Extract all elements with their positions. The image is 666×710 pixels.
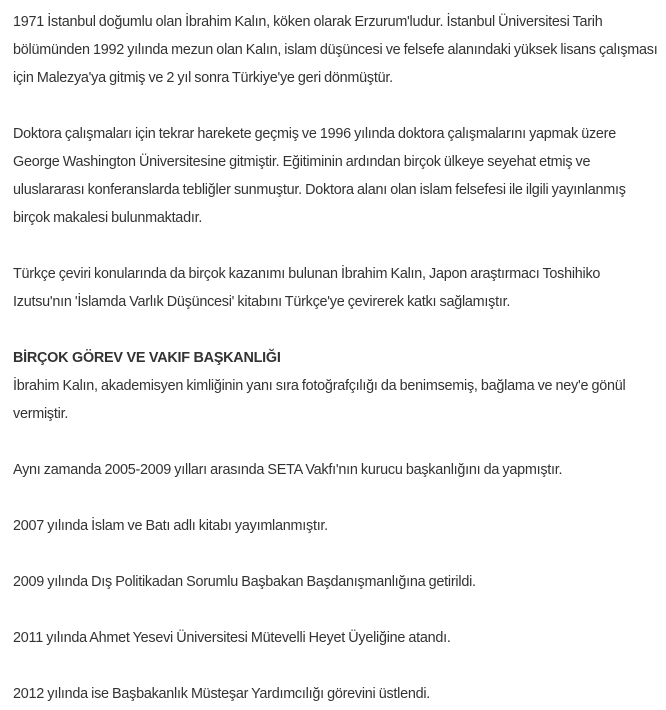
paragraph-book-2007: 2007 yılında İslam ve Batı adlı kitabı yayımlanmıştır. <box>13 518 328 534</box>
paragraph-hobbies: İbrahim Kalın, akademisyen kimliğinin yanı sıra fotoğrafçılığı da benimsemiş, bağlama ve ney'e gönül vermiştir. <box>13 378 626 422</box>
paragraph-doctorate: Doktora çalışmaları için tekrar harekete geçmiş ve 1996 yılında doktora çalışmalarını yapmak üzere George Washington Üniversitesine gitmiştir. Eğitiminin ardından birçok ülkeye seyehat etmiş ve uluslararası konferanslarda tebliğler sunmuştur. Doktora alanı olan islam felsefesi ile ilgili yayınlanmış birçok makalesi bulunmaktadır. <box>13 126 626 226</box>
paragraph-yesevi-2011: 2011 yılında Ahmet Yesevi Üniversitesi Mütevelli Heyet Üyeliğine atandı. <box>13 630 451 646</box>
paragraph-advisor-2009: 2009 yılında Dış Politikadan Sorumlu Başbakan Başdanışmanlığına getirildi. <box>13 574 476 590</box>
paragraph-undersecretary-2012: 2012 yılında ise Başbakanlık Müsteşar Yardımcılığı görevini üstlendi. <box>13 686 431 702</box>
paragraph-birth-education: 1971 İstanbul doğumlu olan İbrahim Kalın, köken olarak Erzurum'ludur. İstanbul Üniversitesi Tarih bölümünden 1992 yılında mezun olan Kalın, islam düşüncesi ve felsefe alanındaki yüksek lisans çalışması için Malezya'ya gitmiş ve 2 yıl sonra Türkiye'ye geri dönmüştür. <box>13 14 658 86</box>
paragraph-translation: Türkçe çeviri konularında da birçok kazanımı bulunan İbrahim Kalın, Japon araştırmacı Toshihiko Izutsu'nın 'İslamda Varlık Düşüncesi' kitabını Türkçe'ye çevirerek katkı sağlamıştır. <box>13 266 601 310</box>
section-heading: BİRÇOK GÖREV VE VAKIF BAŞKANLIĞI <box>13 350 281 366</box>
paragraph-seta: Aynı zamanda 2005-2009 yılları arasında SETA Vakfı'nın kurucu başkanlığını da yapmıştır. <box>13 462 563 478</box>
